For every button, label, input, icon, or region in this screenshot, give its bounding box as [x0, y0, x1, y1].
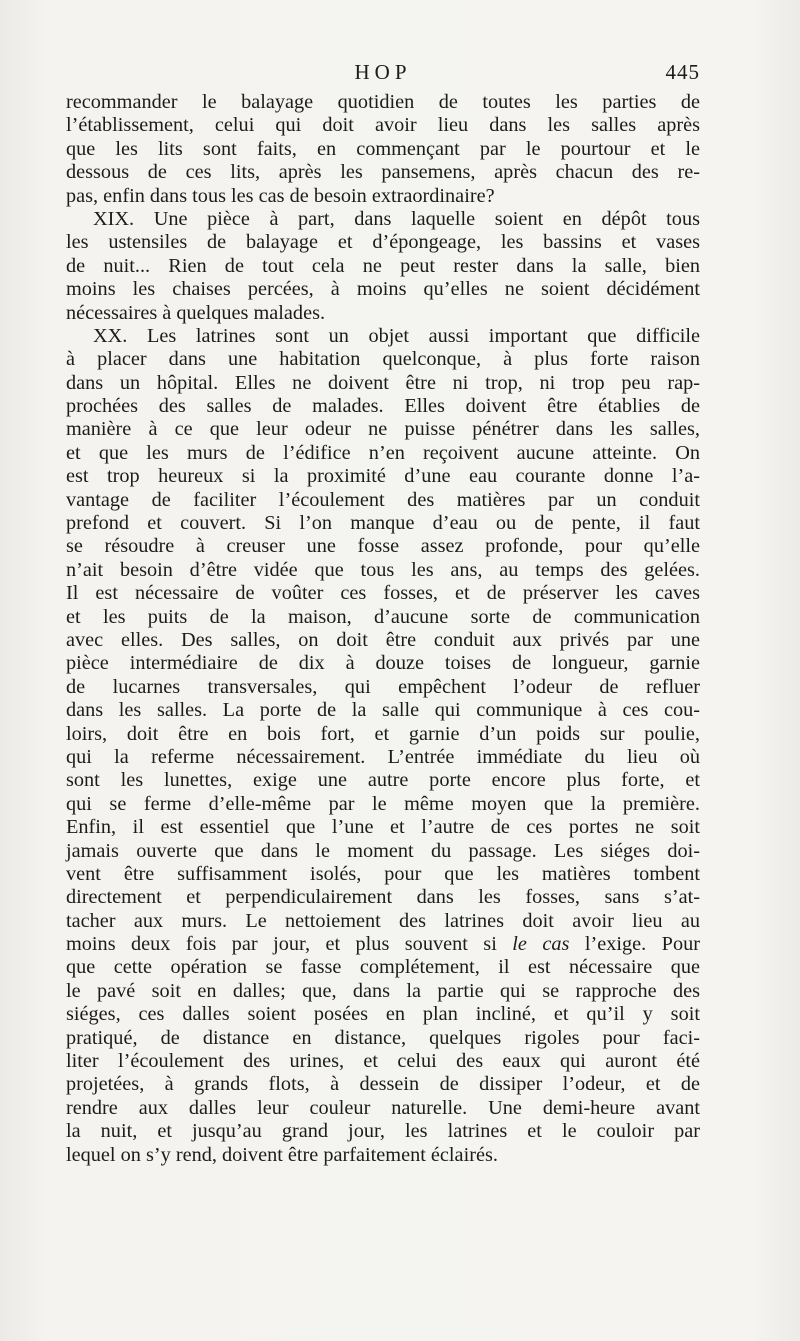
text-line: de nuit... Rien de tout cela ne peut rester dans la salle, bien [66, 254, 700, 277]
text-line: directement et perpendiculairement dans les fosses, sans s’at- [66, 886, 700, 909]
text-line: Il est nécessaire de voûter ces fosses, et de préserver les caves [66, 582, 700, 605]
text-line: que cette opération se fasse complétement, il est nécessaire que [66, 956, 700, 979]
text-line: vantage de faciliter l’écoulement des matières par un conduit [66, 488, 700, 511]
text-line: de lucarnes transversales, qui empêchent l’odeur de refluer [66, 675, 700, 698]
text-line: dans les salles. La porte de la salle qui communique à ces cou- [66, 699, 700, 722]
text-line: siéges, ces dalles soient posées en plan incliné, et qu’il y soit [66, 1003, 700, 1026]
text-line: se résoudre à creuser une fosse assez profonde, pour qu’elle [66, 535, 700, 558]
text-line: n’ait besoin d’être vidée que tous les ans, au temps des gelées. [66, 558, 700, 581]
text-line: moins les chaises percées, à moins qu’elles ne soient décidément [66, 278, 700, 301]
text-line: qui la referme nécessairement. L’entrée immédiate du lieu où [66, 745, 700, 768]
body-text [66, 91, 700, 1167]
text-line: la nuit, et jusqu’au grand jour, les latrines et le couloir par [66, 1120, 700, 1143]
text-line: et les puits de la maison, d’aucune sorte de communication [66, 605, 700, 628]
text-line: lequel on s’y rend, doivent être parfaitement éclairés. [66, 1143, 498, 1166]
text-line: loirs, doit être en bois fort, et garnie d’un poids sur poulie, [66, 722, 700, 745]
text-line: projetées, à grands flots, à dessein de dissiper l’odeur, et de [66, 1073, 700, 1096]
text-line: à placer dans une habitation quelconque, à plus forte raison [66, 348, 700, 371]
text-line: jamais ouverte que dans le moment du passage. Les siéges doi- [66, 839, 700, 862]
paragraph-xx-start: XX. Les latrines sont un objet aussi important que difficile [93, 324, 700, 347]
text-line: dans un hôpital. Elles ne doivent être ni trop, ni trop peu rap- [66, 371, 700, 394]
text-line-with-italic [66, 933, 700, 956]
text-line: est trop heureux si la proximité d’une eau courante donne l’a- [66, 465, 700, 488]
text-line: pas, enfin dans tous les cas de besoin extraordinaire? [66, 184, 495, 207]
text-line: pratiqué, de distance en distance, quelques rigoles pour faci- [66, 1026, 700, 1049]
text-line: qui se ferme d’elle-même par le même moyen que la première. [66, 792, 700, 815]
italic-phrase: le cas [512, 933, 570, 956]
text-line: recommander le balayage quotidien de toutes les parties de [66, 91, 700, 113]
running-head: HOP [354, 60, 412, 84]
page-number: 445 [665, 60, 700, 84]
text-line: l’établissement, celui qui doit avoir lieu dans les salles après [66, 114, 700, 137]
text-segment: moins deux fois par jour, et plus souvent si [66, 933, 497, 956]
text-line: dessous de ces lits, après les pansemens, après chacun des re- [66, 161, 700, 184]
text-line: et que les murs de l’édifice n’en reçoivent aucune atteinte. On [66, 441, 700, 464]
text-line: avec elles. Des salles, on doit être conduit aux privés par une [66, 628, 700, 651]
text-line: liter l’écoulement des urines, et celui des eaux qui auront été [66, 1050, 700, 1073]
text-line: prefond et couvert. Si l’on manque d’eau ou de pente, il faut [66, 512, 700, 535]
text-line: le pavé soit en dalles; que, dans la partie qui se rapproche des [66, 979, 700, 1002]
paragraph-xix-start: XIX. Une pièce à part, dans laquelle soient en dépôt tous [93, 207, 700, 230]
text-line: sont les lunettes, exige une autre porte encore plus forte, et [66, 769, 700, 792]
text-segment: l’exige. Pour [569, 933, 700, 956]
text-line: que les lits sont faits, en commençant par le pourtour et le [66, 137, 700, 160]
text-line: nécessaires à quelques malades. [66, 301, 326, 324]
text-line: manière à ce que leur odeur ne puisse pénétrer dans les salles, [66, 418, 700, 441]
text-line: vent être suffisamment isolés, pour que les matières tombent [66, 862, 700, 885]
text-line: Enfin, il est essentiel que l’une et l’autre de ces portes ne soit [66, 816, 700, 839]
text-line: rendre aux dalles leur couleur naturelle. Une demi-heure avant [66, 1096, 700, 1119]
text-line: pièce intermédiaire de dix à douze toises de longueur, garnie [66, 652, 700, 675]
text-line: les ustensiles de balayage et d’épongeage, les bassins et vases [66, 231, 700, 254]
text-line: prochées des salles de malades. Elles doivent être établies de [66, 395, 700, 418]
page-header [66, 60, 700, 88]
text-line: tacher aux murs. Le nettoiement des latrines doit avoir lieu au [66, 909, 700, 932]
